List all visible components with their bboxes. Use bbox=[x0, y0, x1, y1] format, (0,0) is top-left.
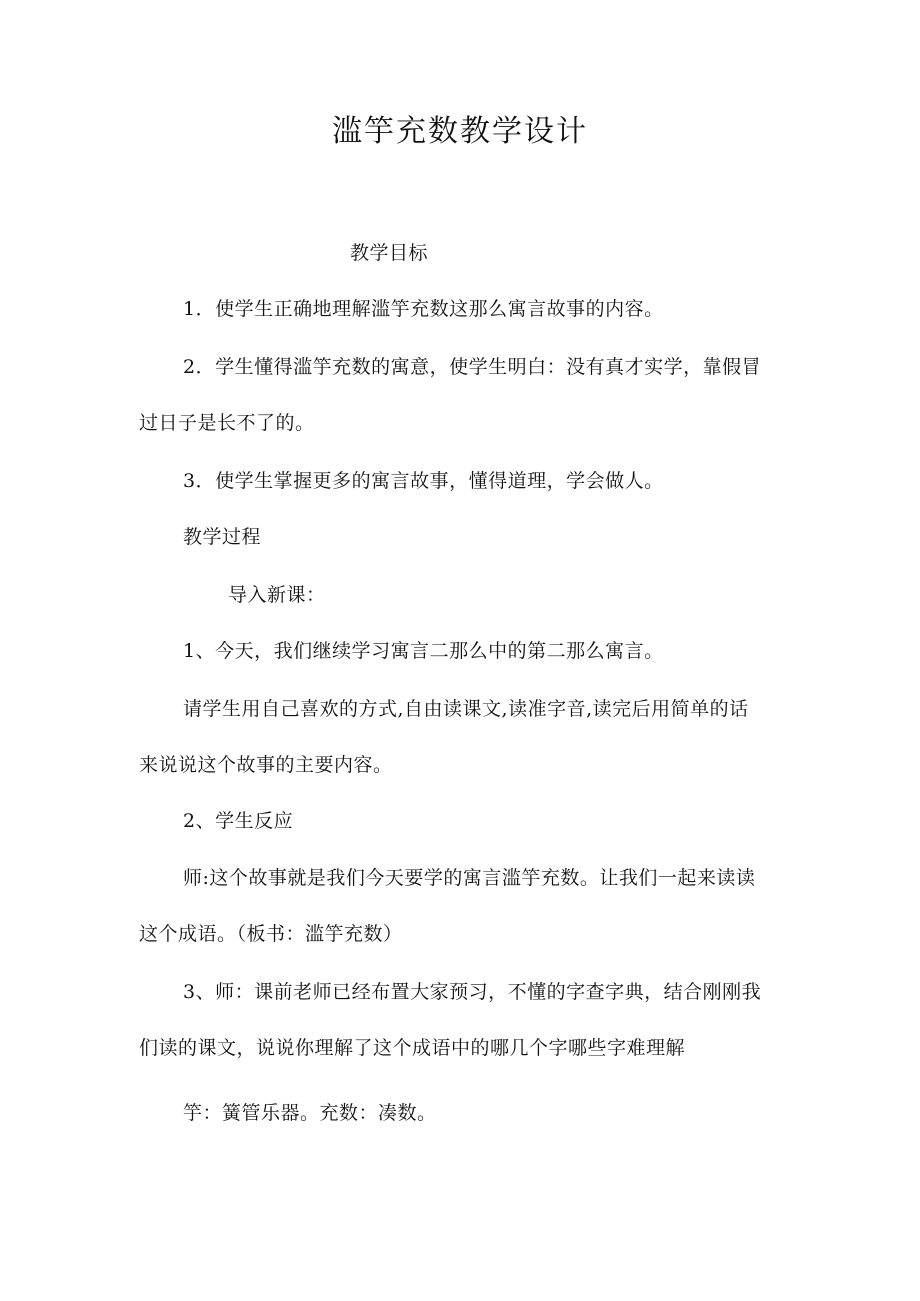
paragraph-line: 这个成语。（板书：滥竽充数） bbox=[139, 923, 403, 945]
paragraph-line: 来说说这个故事的主要内容。 bbox=[139, 754, 393, 776]
paragraph-line: 1．使学生正确地理解滥竽充数这那么寓言故事的内容。 bbox=[183, 298, 664, 320]
document-title: 滥竽充数教学设计 bbox=[332, 114, 588, 149]
paragraph-line: 过日子是长不了的。 bbox=[139, 412, 315, 434]
paragraph-line: 竽：簧管乐器。充数：凑数。 bbox=[183, 1102, 437, 1124]
paragraph-line: 3．使学生掌握更多的寓言故事，懂得道理，学会做人。 bbox=[183, 470, 664, 492]
paragraph-line: 2．学生懂得滥竽充数的寓意，使学生明白：没有真才实学，靠假冒 bbox=[183, 356, 762, 378]
paragraph-line: 2、学生反应 bbox=[183, 810, 294, 832]
paragraph-line: 请学生用自己喜欢的方式,自由读课文,读准字音,读完后用简单的话 bbox=[183, 698, 749, 720]
subsection-heading: 导入新课： bbox=[228, 584, 326, 606]
paragraph-line: 3、师：课前老师已经布置大家预习，不懂的字查字典，结合刚刚我 bbox=[183, 981, 762, 1003]
section-heading-process: 教学过程 bbox=[183, 526, 262, 548]
paragraph-line: 1、今天，我们继续学习寓言二那么中的第二那么寓言。 bbox=[183, 640, 664, 662]
section-heading-objectives: 教学目标 bbox=[350, 242, 429, 264]
paragraph-line: 师:这个故事就是我们今天要学的寓言滥竽充数。让我们一起来读读 bbox=[183, 867, 756, 889]
paragraph-line: 们读的课文，说说你理解了这个成语中的哪几个字哪些字难理解 bbox=[139, 1037, 686, 1059]
